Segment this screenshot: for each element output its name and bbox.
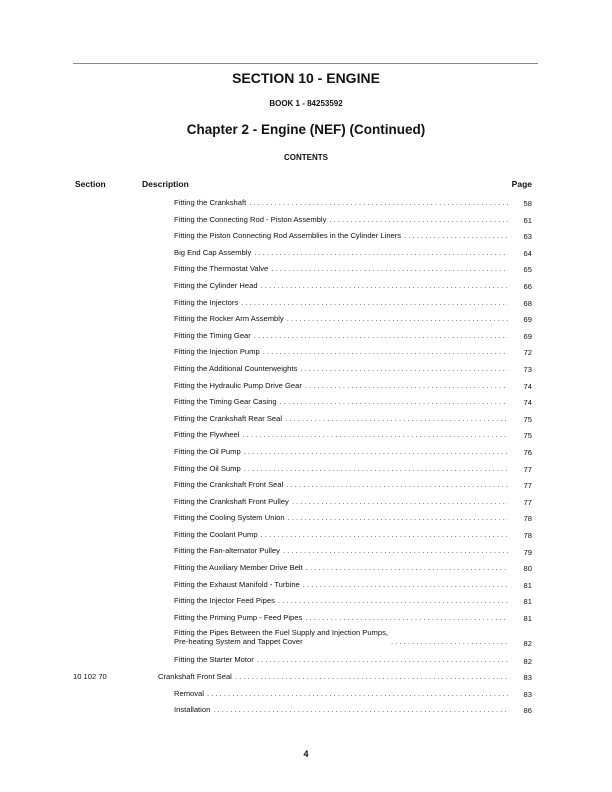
dot-leader bbox=[305, 381, 508, 390]
dot-leader bbox=[286, 480, 508, 489]
toc-page: 76 bbox=[523, 448, 532, 457]
toc-page: 74 bbox=[523, 398, 532, 408]
toc-entry bbox=[174, 331, 532, 340]
toc-entry bbox=[174, 314, 532, 323]
top-rule bbox=[73, 63, 538, 64]
toc-description: Installation bbox=[174, 705, 213, 714]
toc-row[interactable] bbox=[0, 686, 612, 703]
toc-description: Fitting the Timing Gear Casing bbox=[174, 397, 280, 406]
toc-description: Fitting the Fan-alternator Pulley bbox=[174, 546, 283, 555]
toc-row[interactable] bbox=[0, 261, 612, 278]
contents-heading: CONTENTS bbox=[284, 153, 328, 162]
toc-row[interactable] bbox=[0, 311, 612, 328]
toc-row[interactable] bbox=[0, 278, 612, 295]
toc-description: Fitting the Injection Pump bbox=[174, 347, 263, 356]
dot-leader bbox=[207, 689, 508, 698]
toc-description: Fitting the Pipes Between the Fuel Supply and Injection Pumps, bbox=[174, 628, 389, 638]
toc-page: 78 bbox=[523, 514, 532, 524]
toc-description: Fitting the Injector Feed Pipes bbox=[174, 596, 278, 605]
toc-description: Fitting the Flywheel bbox=[174, 430, 242, 439]
toc-row[interactable] bbox=[0, 652, 612, 669]
toc-page: 75 bbox=[523, 431, 532, 441]
dot-leader bbox=[404, 231, 508, 240]
toc-page: 81 bbox=[523, 580, 532, 590]
dot-leader bbox=[244, 447, 508, 456]
toc-row[interactable] bbox=[0, 361, 612, 378]
toc-entry bbox=[174, 563, 532, 572]
toc-row[interactable] bbox=[0, 593, 612, 610]
toc-page: 77 bbox=[523, 464, 532, 474]
dot-leader bbox=[303, 580, 508, 589]
toc-page: 86 bbox=[523, 706, 532, 716]
toc-row[interactable] bbox=[0, 461, 612, 478]
toc-row[interactable] bbox=[0, 295, 612, 312]
toc-description-line2: Pre-heating System and Tappet Cover bbox=[174, 636, 303, 646]
toc-page: 66 bbox=[523, 282, 532, 292]
toc-entry bbox=[174, 447, 532, 456]
toc-page: 82 bbox=[523, 639, 532, 649]
dot-leader bbox=[292, 497, 508, 506]
column-header-section: Section bbox=[75, 179, 106, 189]
toc-page: 83 bbox=[523, 689, 532, 699]
toc-entry bbox=[174, 231, 532, 240]
toc-description: Fitting the Priming Pump - Feed Pipes bbox=[174, 613, 305, 622]
toc-entry bbox=[174, 414, 532, 423]
toc-row[interactable] bbox=[0, 394, 612, 411]
toc-row[interactable] bbox=[0, 245, 612, 262]
toc-row[interactable] bbox=[0, 527, 612, 544]
toc-entry bbox=[174, 215, 532, 224]
toc-description: Fitting the Exhaust Manifold - Turbine bbox=[174, 580, 303, 589]
toc-page: 81 bbox=[523, 613, 532, 623]
toc-row[interactable] bbox=[0, 328, 612, 345]
toc-row[interactable] bbox=[0, 344, 612, 361]
toc-entry bbox=[174, 364, 532, 373]
page-number: 4 bbox=[303, 749, 309, 759]
toc-page: 78 bbox=[523, 530, 532, 540]
toc-description: Fitting the Crankshaft bbox=[174, 198, 249, 207]
toc-row[interactable] bbox=[0, 378, 612, 395]
toc-description: Fitting the Thermostat Valve bbox=[174, 264, 271, 273]
toc-page: 63 bbox=[523, 232, 532, 242]
toc-entry bbox=[174, 298, 532, 307]
toc-entry bbox=[174, 480, 532, 489]
toc-page: 72 bbox=[523, 348, 532, 358]
toc-section-code: 10 102 70 bbox=[73, 672, 107, 682]
dot-leader bbox=[280, 397, 508, 406]
toc-row[interactable] bbox=[0, 477, 612, 494]
dot-leader bbox=[278, 596, 508, 605]
toc-page: 61 bbox=[523, 215, 532, 225]
toc-row[interactable] bbox=[0, 195, 612, 212]
toc-page: 82 bbox=[523, 656, 532, 666]
toc-row[interactable] bbox=[0, 411, 612, 428]
dot-leader bbox=[391, 637, 508, 646]
toc-description: Fitting the Cylinder Head bbox=[174, 281, 261, 290]
toc-description: Fitting the Oil Pump bbox=[174, 447, 244, 456]
toc-row[interactable] bbox=[0, 212, 612, 229]
dot-leader bbox=[300, 364, 508, 373]
toc-page: 81 bbox=[523, 597, 532, 607]
toc-entry bbox=[174, 655, 532, 664]
toc-description: Fitting the Crankshaft Rear Seal bbox=[174, 414, 285, 423]
dot-leader bbox=[249, 198, 508, 207]
toc-entry bbox=[174, 596, 532, 605]
toc-description: Fitting the Auxiliary Member Drive Belt bbox=[174, 563, 306, 572]
toc-entry bbox=[174, 546, 532, 555]
toc-entry bbox=[174, 628, 532, 649]
toc-description: Fitting the Starter Motor bbox=[174, 655, 257, 664]
dot-leader bbox=[213, 705, 508, 714]
toc-entry bbox=[174, 530, 532, 539]
toc-description: Fitting the Timing Gear bbox=[174, 331, 254, 340]
dot-leader bbox=[261, 530, 508, 539]
dot-leader bbox=[257, 655, 508, 664]
toc-page: 75 bbox=[523, 414, 532, 424]
toc-entry bbox=[174, 248, 532, 257]
toc-page: 83 bbox=[523, 673, 532, 683]
toc-row[interactable] bbox=[0, 543, 612, 560]
toc-page: 68 bbox=[523, 298, 532, 308]
toc-row[interactable] bbox=[0, 427, 612, 444]
toc-entry bbox=[174, 513, 532, 522]
toc-row[interactable] bbox=[0, 702, 612, 719]
chapter-title: Chapter 2 - Engine (NEF) (Continued) bbox=[186, 122, 426, 137]
toc-page: 58 bbox=[523, 199, 532, 209]
toc-description: Fitting the Coolant Pump bbox=[174, 530, 261, 539]
toc-description: Fitting the Hydraulic Pump Drive Gear bbox=[174, 381, 305, 390]
dot-leader bbox=[241, 298, 508, 307]
dot-leader bbox=[271, 264, 508, 273]
toc-description: Fitting the Oil Sump bbox=[174, 464, 244, 473]
toc-entry bbox=[174, 381, 532, 390]
toc-entry bbox=[174, 397, 532, 406]
dot-leader bbox=[288, 513, 508, 522]
toc-description: Fitting the Rocker Arm Assembly bbox=[174, 314, 287, 323]
toc-entry bbox=[174, 497, 532, 506]
toc-entry bbox=[174, 580, 532, 589]
toc-entry bbox=[174, 347, 532, 356]
toc-description: Fitting the Cooling System Union bbox=[174, 513, 288, 522]
dot-leader bbox=[254, 248, 508, 257]
toc-description: Fitting the Piston Connecting Rod Assemblies in the Cylinder Liners bbox=[174, 231, 404, 240]
toc-row[interactable] bbox=[0, 626, 612, 652]
toc-row[interactable] bbox=[0, 610, 612, 627]
contents-list bbox=[0, 195, 612, 719]
toc-row[interactable] bbox=[0, 510, 612, 527]
toc-page: 69 bbox=[523, 315, 532, 325]
toc-row[interactable] bbox=[0, 560, 612, 577]
toc-description: Crankshaft Front Seal bbox=[158, 672, 235, 681]
toc-entry bbox=[158, 672, 532, 681]
toc-page: 65 bbox=[523, 265, 532, 275]
dot-leader bbox=[261, 281, 508, 290]
dot-leader bbox=[254, 331, 508, 340]
toc-row[interactable] bbox=[0, 669, 612, 686]
toc-entry bbox=[174, 613, 532, 622]
toc-page: 69 bbox=[523, 331, 532, 341]
toc-row[interactable] bbox=[0, 577, 612, 594]
toc-page: 77 bbox=[523, 481, 532, 491]
toc-entry bbox=[174, 689, 532, 698]
toc-description: Fitting the Injectors bbox=[174, 298, 241, 307]
dot-leader bbox=[244, 464, 508, 473]
dot-leader bbox=[235, 672, 508, 681]
toc-description: Fitting the Crankshaft Front Seal bbox=[174, 480, 286, 489]
toc-description: Big End Cap Assembly bbox=[174, 248, 254, 257]
toc-row[interactable] bbox=[0, 228, 612, 245]
dot-leader bbox=[305, 613, 508, 622]
toc-description: Fitting the Connecting Rod - Piston Assembly bbox=[174, 215, 329, 224]
book-number: BOOK 1 - 84253592 bbox=[269, 99, 343, 108]
dot-leader bbox=[285, 414, 508, 423]
toc-entry bbox=[174, 264, 532, 273]
toc-page: 80 bbox=[523, 564, 532, 574]
toc-entry bbox=[174, 281, 532, 290]
dot-leader bbox=[263, 347, 508, 356]
section-title: SECTION 10 - ENGINE bbox=[232, 70, 380, 86]
dot-leader bbox=[306, 563, 508, 572]
toc-description: Removal bbox=[174, 689, 207, 698]
toc-description: Fitting the Additional Counterweights bbox=[174, 364, 300, 373]
toc-page: 64 bbox=[523, 248, 532, 258]
toc-entry bbox=[174, 464, 532, 473]
toc-entry bbox=[174, 198, 532, 207]
toc-page: 77 bbox=[523, 497, 532, 507]
column-header-page: Page bbox=[511, 179, 532, 189]
toc-entry bbox=[174, 705, 532, 714]
dot-leader bbox=[283, 546, 508, 555]
toc-page: 73 bbox=[523, 365, 532, 375]
toc-row[interactable] bbox=[0, 444, 612, 461]
dot-leader bbox=[242, 430, 508, 439]
dot-leader bbox=[287, 314, 508, 323]
toc-entry bbox=[174, 430, 532, 439]
toc-description: Fitting the Crankshaft Front Pulley bbox=[174, 497, 292, 506]
column-header-description: Description bbox=[142, 179, 189, 189]
toc-row[interactable] bbox=[0, 494, 612, 511]
toc-page: 74 bbox=[523, 381, 532, 391]
dot-leader bbox=[329, 215, 508, 224]
toc-page: 79 bbox=[523, 547, 532, 557]
